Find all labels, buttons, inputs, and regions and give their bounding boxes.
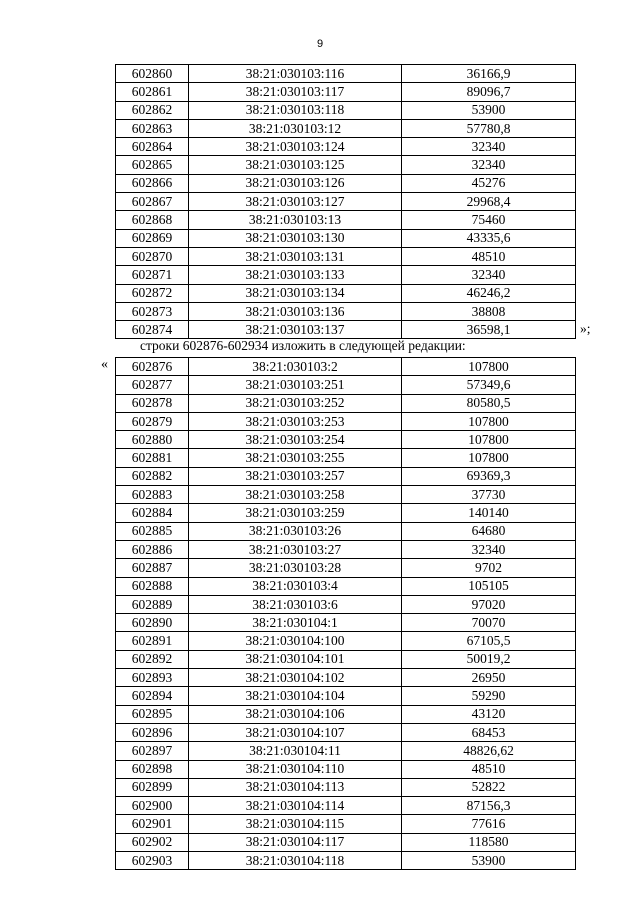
table-row [116, 852, 576, 870]
cadastral-number-cell: 38:21:030103:116 [189, 65, 402, 83]
cadastral-number-cell: 38:21:030103:134 [189, 284, 402, 302]
row-number-cell: 602891 [116, 632, 189, 650]
table-row [116, 797, 576, 815]
cadastral-number-cell: 38:21:030103:133 [189, 266, 402, 284]
cadastral-number-cell: 38:21:030103:27 [189, 540, 402, 558]
value-cell: 68453 [402, 723, 576, 741]
cadastral-number-cell: 38:21:030103:137 [189, 321, 402, 339]
row-number-cell: 602867 [116, 193, 189, 211]
value-cell: 45276 [402, 174, 576, 192]
table-row [116, 156, 576, 174]
table-row [116, 193, 576, 211]
value-cell: 97020 [402, 595, 576, 613]
row-number-cell: 602890 [116, 614, 189, 632]
row-number-cell: 602900 [116, 797, 189, 815]
value-cell: 87156,3 [402, 797, 576, 815]
value-cell: 36166,9 [402, 65, 576, 83]
table-row [116, 650, 576, 668]
row-number-cell: 602870 [116, 247, 189, 265]
table-row [116, 211, 576, 229]
value-cell: 59290 [402, 687, 576, 705]
cadastral-number-cell: 38:21:030103:28 [189, 559, 402, 577]
table-row [116, 229, 576, 247]
table-row [116, 540, 576, 558]
row-number-cell: 602897 [116, 742, 189, 760]
cadastral-number-cell: 38:21:030103:125 [189, 156, 402, 174]
table-row [116, 595, 576, 613]
value-cell: 46246,2 [402, 284, 576, 302]
table-row [116, 669, 576, 687]
table-row [116, 284, 576, 302]
table-row [116, 522, 576, 540]
table-row [116, 376, 576, 394]
table-row [116, 321, 576, 339]
table-row [116, 833, 576, 851]
page-number: 9 [316, 38, 324, 50]
row-number-cell: 602880 [116, 431, 189, 449]
table-row [116, 504, 576, 522]
table-row [116, 632, 576, 650]
table-row [116, 705, 576, 723]
table-row [116, 614, 576, 632]
cadastral-number-cell: 38:21:030104:117 [189, 833, 402, 851]
table-row [116, 138, 576, 156]
cadastral-number-cell: 38:21:030104:118 [189, 852, 402, 870]
row-number-cell: 602889 [116, 595, 189, 613]
value-cell: 67105,5 [402, 632, 576, 650]
cadastral-number-cell: 38:21:030104:104 [189, 687, 402, 705]
row-number-cell: 602885 [116, 522, 189, 540]
closing-quote-mark: »; [580, 321, 591, 336]
table-row [116, 83, 576, 101]
value-cell: 48826,62 [402, 742, 576, 760]
value-cell: 89096,7 [402, 83, 576, 101]
value-cell: 32340 [402, 138, 576, 156]
cadastral-number-cell: 38:21:030103:124 [189, 138, 402, 156]
cadastral-number-cell: 38:21:030103:12 [189, 119, 402, 137]
value-cell: 70070 [402, 614, 576, 632]
row-number-cell: 602874 [116, 321, 189, 339]
cadastral-number-cell: 38:21:030104:1 [189, 614, 402, 632]
cadastral-number-cell: 38:21:030103:117 [189, 83, 402, 101]
value-cell: 107800 [402, 449, 576, 467]
table-row [116, 431, 576, 449]
table-row [116, 412, 576, 430]
row-number-cell: 602865 [116, 156, 189, 174]
row-number-cell: 602879 [116, 412, 189, 430]
value-cell: 48510 [402, 247, 576, 265]
opening-quote-mark: « [101, 357, 108, 372]
amendment-instruction: строки 602876-602934 изложить в следующей редакции: [140, 338, 466, 353]
row-number-cell: 602873 [116, 302, 189, 320]
cadastral-number-cell: 38:21:030103:26 [189, 522, 402, 540]
table-row [116, 577, 576, 595]
row-number-cell: 602899 [116, 778, 189, 796]
value-cell: 29968,4 [402, 193, 576, 211]
cadastral-number-cell: 38:21:030104:106 [189, 705, 402, 723]
value-cell: 118580 [402, 833, 576, 851]
value-cell: 52822 [402, 778, 576, 796]
row-number-cell: 602901 [116, 815, 189, 833]
table-top [115, 64, 576, 339]
cadastral-number-cell: 38:21:030104:113 [189, 778, 402, 796]
table-row [116, 559, 576, 577]
table-row [116, 394, 576, 412]
row-number-cell: 602893 [116, 669, 189, 687]
cadastral-number-cell: 38:21:030104:100 [189, 632, 402, 650]
table-row [116, 174, 576, 192]
row-number-cell: 602883 [116, 486, 189, 504]
value-cell: 57780,8 [402, 119, 576, 137]
cadastral-number-cell: 38:21:030103:126 [189, 174, 402, 192]
value-cell: 43335,6 [402, 229, 576, 247]
table-row [116, 449, 576, 467]
row-number-cell: 602881 [116, 449, 189, 467]
value-cell: 77616 [402, 815, 576, 833]
cadastral-number-cell: 38:21:030103:130 [189, 229, 402, 247]
row-number-cell: 602898 [116, 760, 189, 778]
row-number-cell: 602862 [116, 101, 189, 119]
value-cell: 105105 [402, 577, 576, 595]
value-cell: 80580,5 [402, 394, 576, 412]
table-row [116, 302, 576, 320]
row-number-cell: 602886 [116, 540, 189, 558]
table-row [116, 358, 576, 376]
cadastral-number-cell: 38:21:030103:127 [189, 193, 402, 211]
row-number-cell: 602860 [116, 65, 189, 83]
value-cell: 26950 [402, 669, 576, 687]
value-cell: 48510 [402, 760, 576, 778]
table-row [116, 467, 576, 485]
table-row [116, 723, 576, 741]
row-number-cell: 602864 [116, 138, 189, 156]
value-cell: 107800 [402, 358, 576, 376]
row-number-cell: 602895 [116, 705, 189, 723]
table-row [116, 486, 576, 504]
table-row [116, 687, 576, 705]
cadastral-number-cell: 38:21:030103:2 [189, 358, 402, 376]
row-number-cell: 602902 [116, 833, 189, 851]
value-cell: 64680 [402, 522, 576, 540]
table-row [116, 266, 576, 284]
row-number-cell: 602863 [116, 119, 189, 137]
row-number-cell: 602903 [116, 852, 189, 870]
row-number-cell: 602882 [116, 467, 189, 485]
cadastral-number-cell: 38:21:030103:251 [189, 376, 402, 394]
cadastral-number-cell: 38:21:030103:118 [189, 101, 402, 119]
value-cell: 69369,3 [402, 467, 576, 485]
cadastral-number-cell: 38:21:030103:255 [189, 449, 402, 467]
table-row [116, 760, 576, 778]
cadastral-number-cell: 38:21:030104:11 [189, 742, 402, 760]
table-row [116, 101, 576, 119]
cadastral-number-cell: 38:21:030104:115 [189, 815, 402, 833]
value-cell: 32340 [402, 156, 576, 174]
value-cell: 53900 [402, 101, 576, 119]
value-cell: 37730 [402, 486, 576, 504]
row-number-cell: 602871 [116, 266, 189, 284]
table-bottom [115, 357, 576, 870]
row-number-cell: 602896 [116, 723, 189, 741]
row-number-cell: 602877 [116, 376, 189, 394]
value-cell: 75460 [402, 211, 576, 229]
row-number-cell: 602861 [116, 83, 189, 101]
row-number-cell: 602872 [116, 284, 189, 302]
table-row [116, 65, 576, 83]
value-cell: 43120 [402, 705, 576, 723]
value-cell: 57349,6 [402, 376, 576, 394]
cadastral-number-cell: 38:21:030104:101 [189, 650, 402, 668]
row-number-cell: 602884 [116, 504, 189, 522]
row-number-cell: 602892 [116, 650, 189, 668]
cadastral-number-cell: 38:21:030103:252 [189, 394, 402, 412]
row-number-cell: 602888 [116, 577, 189, 595]
row-number-cell: 602876 [116, 358, 189, 376]
row-number-cell: 602878 [116, 394, 189, 412]
table-row [116, 742, 576, 760]
value-cell: 32340 [402, 540, 576, 558]
cadastral-number-cell: 38:21:030103:258 [189, 486, 402, 504]
cadastral-number-cell: 38:21:030103:131 [189, 247, 402, 265]
row-number-cell: 602894 [116, 687, 189, 705]
table-row [116, 119, 576, 137]
cadastral-number-cell: 38:21:030104:107 [189, 723, 402, 741]
value-cell: 38808 [402, 302, 576, 320]
cadastral-number-cell: 38:21:030103:257 [189, 467, 402, 485]
value-cell: 107800 [402, 412, 576, 430]
value-cell: 107800 [402, 431, 576, 449]
table-row [116, 778, 576, 796]
cadastral-number-cell: 38:21:030104:114 [189, 797, 402, 815]
cadastral-number-cell: 38:21:030104:110 [189, 760, 402, 778]
cadastral-number-cell: 38:21:030103:259 [189, 504, 402, 522]
cadastral-number-cell: 38:21:030103:6 [189, 595, 402, 613]
row-number-cell: 602869 [116, 229, 189, 247]
cadastral-number-cell: 38:21:030103:136 [189, 302, 402, 320]
value-cell: 36598,1 [402, 321, 576, 339]
cadastral-number-cell: 38:21:030103:4 [189, 577, 402, 595]
value-cell: 50019,2 [402, 650, 576, 668]
value-cell: 32340 [402, 266, 576, 284]
value-cell: 140140 [402, 504, 576, 522]
cadastral-number-cell: 38:21:030103:254 [189, 431, 402, 449]
value-cell: 53900 [402, 852, 576, 870]
row-number-cell: 602887 [116, 559, 189, 577]
row-number-cell: 602866 [116, 174, 189, 192]
cadastral-number-cell: 38:21:030103:13 [189, 211, 402, 229]
table-row [116, 247, 576, 265]
row-number-cell: 602868 [116, 211, 189, 229]
table-row [116, 815, 576, 833]
cadastral-number-cell: 38:21:030103:253 [189, 412, 402, 430]
cadastral-number-cell: 38:21:030104:102 [189, 669, 402, 687]
value-cell: 9702 [402, 559, 576, 577]
